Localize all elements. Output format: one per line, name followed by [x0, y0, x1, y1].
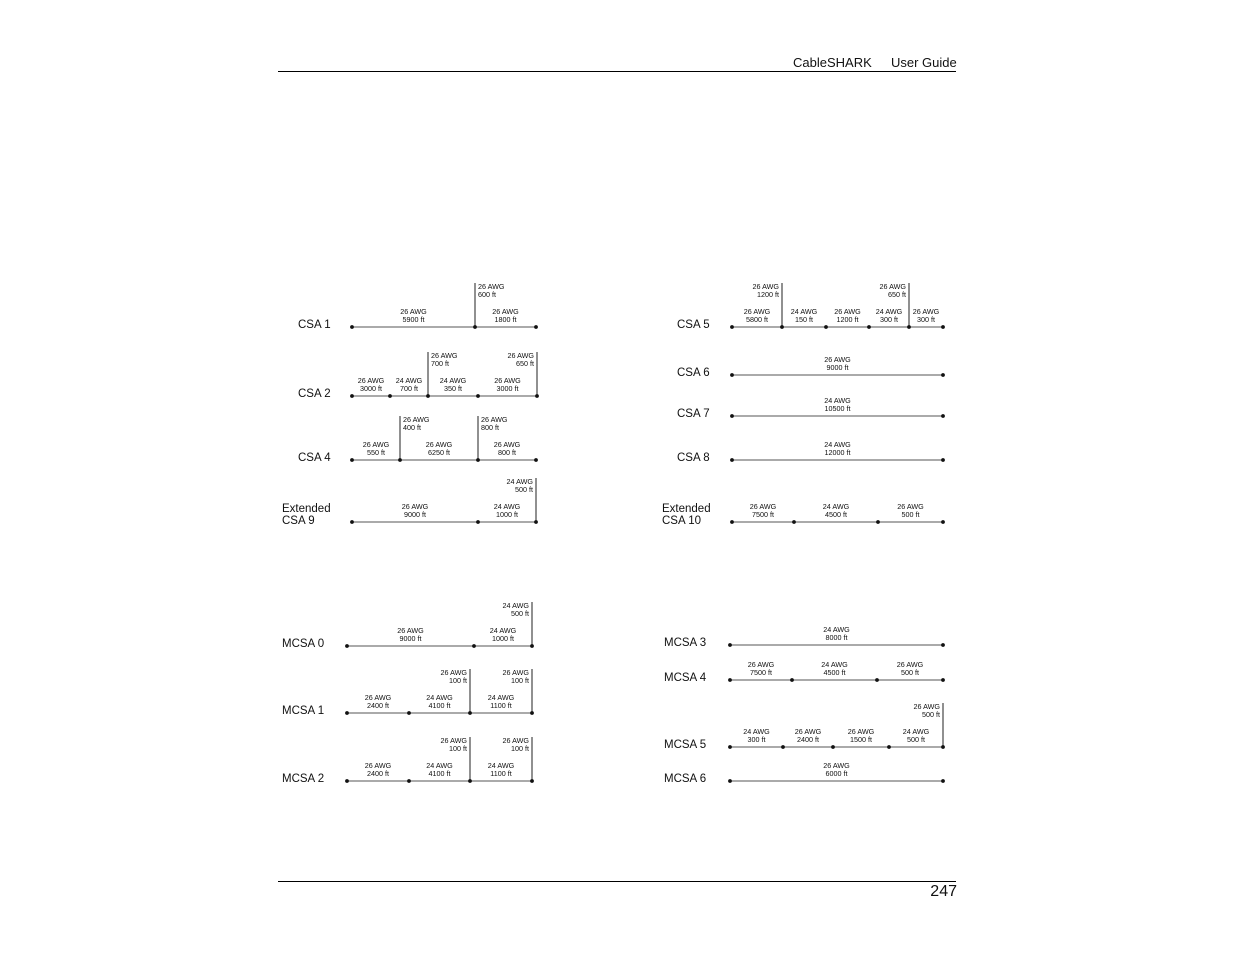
header-doc-title: User Guide [891, 55, 957, 70]
csa-4-node [534, 458, 538, 462]
mcsa-1-node [407, 711, 411, 715]
csa-4-segment-length: 550 ft [367, 448, 385, 457]
extended-csa-10-segment-length: 500 ft [901, 510, 920, 519]
mcsa-4-segment-length: 7500 ft [750, 668, 772, 677]
csa-2-segment-length: 700 ft [400, 384, 418, 393]
mcsa-2-segment-length: 4100 ft [428, 769, 451, 778]
extended-csa-9-node [534, 520, 538, 524]
csa-4-node [350, 458, 354, 462]
mcsa-5-segment-gauge: 24 AWG [743, 727, 770, 736]
extended-csa-10-label-line-1: Extended [662, 503, 711, 515]
page-number: 247 [930, 883, 957, 900]
csa-5-node [730, 325, 734, 329]
csa-4-label: CSA 4 [298, 452, 331, 464]
extended-csa-10-segment-gauge: 24 AWG [822, 502, 850, 511]
csa-2-segment-gauge: 24 AWG [439, 376, 467, 385]
mcsa-6-label: MCSA 6 [664, 773, 707, 785]
extended-csa-9-label-line-2: CSA 9 [282, 515, 315, 527]
mcsa-1-tap-length: 100 ft [449, 676, 467, 685]
csa-4-tap-length: 800 ft [481, 423, 499, 432]
mcsa-2-segment-gauge: 26 AWG [364, 761, 392, 770]
csa-4-segment-gauge: 26 AWG [425, 440, 453, 449]
mcsa-4-segment-gauge: 24 AWG [821, 660, 848, 669]
csa-2-segment-length: 3000 ft [360, 384, 382, 393]
csa-4-node [398, 458, 402, 462]
csa-6-node [941, 373, 945, 377]
csa-7-node [941, 414, 945, 418]
mcsa-6-segment-gauge: 26 AWG [823, 761, 850, 770]
csa-6-node [730, 373, 734, 377]
mcsa-4-node [728, 678, 732, 682]
csa-5-segment-gauge: 26 AWG [912, 307, 940, 316]
csa-2-node [350, 394, 354, 398]
mcsa-1-tap-length: 100 ft [511, 676, 529, 685]
csa-6-segment-gauge: 26 AWG [824, 355, 851, 364]
mcsa-0-node [472, 644, 476, 648]
mcsa-1-tap-gauge: 26 AWG [440, 668, 467, 677]
csa-8-segment-gauge: 24 AWG [824, 440, 851, 449]
mcsa-2-tap-gauge: 26 AWG [440, 736, 467, 745]
csa-8-node [941, 458, 945, 462]
csa-5-segment-gauge: 26 AWG [743, 307, 771, 316]
mcsa-2-node [407, 779, 411, 783]
csa-1-node [534, 325, 538, 329]
csa-1-label: CSA 1 [298, 319, 331, 331]
csa-1-tap-length: 600 ft [478, 290, 496, 299]
mcsa-6-node [941, 779, 945, 783]
csa-4-tap-gauge: 26 AWG [481, 415, 508, 424]
csa-1-segment-gauge: 26 AWG [492, 307, 519, 316]
csa-2-tap-length: 700 ft [431, 359, 449, 368]
mcsa-0-segment-gauge: 24 AWG [489, 626, 517, 635]
mcsa-0-label: MCSA 0 [282, 638, 325, 650]
extended-csa-10-node [941, 520, 945, 524]
footer-rule [278, 881, 956, 882]
csa-1-tap-gauge: 26 AWG [478, 282, 505, 291]
mcsa-2-segment-length: 2400 ft [367, 769, 389, 778]
csa-4-tap-length: 400 ft [403, 423, 421, 432]
mcsa-0-tap-length: 500 ft [511, 609, 529, 618]
mcsa-4-node [941, 678, 945, 682]
mcsa-5-segment-length: 500 ft [907, 735, 925, 744]
extended-csa-9-node [476, 520, 480, 524]
mcsa-0-tap-gauge: 24 AWG [502, 601, 529, 610]
mcsa-2-label: MCSA 2 [282, 773, 325, 785]
mcsa-4-label: MCSA 4 [664, 672, 707, 684]
mcsa-5-tap-gauge: 26 AWG [913, 702, 940, 711]
csa-4-node [476, 458, 480, 462]
csa-2-label: CSA 2 [298, 388, 331, 400]
extended-csa-10-segment-gauge: 26 AWG [749, 502, 777, 511]
csa-5-segment-length: 300 ft [880, 315, 898, 324]
csa-5-tap-gauge: 26 AWG [879, 282, 906, 291]
extended-csa-9-tap-gauge: 24 AWG [506, 477, 533, 486]
mcsa-3-node [941, 643, 945, 647]
extended-csa-10-label-line-2: CSA 10 [662, 515, 701, 527]
mcsa-5-node [728, 745, 732, 749]
csa-4-segment-gauge: 26 AWG [493, 440, 521, 449]
csa-5-node [867, 325, 871, 329]
mcsa-3-node [728, 643, 732, 647]
extended-csa-10-node [792, 520, 796, 524]
mcsa-2-segment-gauge: 24 AWG [487, 761, 515, 770]
extended-csa-9-segment-length: 9000 ft [404, 510, 426, 519]
csa-2-tap-length: 650 ft [516, 359, 534, 368]
mcsa-2-tap-length: 100 ft [511, 744, 529, 753]
mcsa-2-node [530, 779, 534, 783]
csa-2-tap-gauge: 26 AWG [507, 351, 534, 360]
csa-5-segment-length: 1200 ft [836, 315, 859, 324]
extended-csa-9-segment-gauge: 24 AWG [493, 502, 521, 511]
mcsa-1-segment-gauge: 26 AWG [364, 693, 392, 702]
csa-4-segment-length: 800 ft [498, 448, 516, 457]
csa-8-segment-length: 12000 ft [824, 448, 851, 457]
mcsa-0-segment-gauge: 26 AWG [397, 626, 424, 635]
mcsa-1-segment-gauge: 24 AWG [487, 693, 515, 702]
extended-csa-10-segment-length: 4500 ft [825, 510, 847, 519]
mcsa-2-node [345, 779, 349, 783]
csa-5-label: CSA 5 [677, 319, 710, 331]
csa-5-segment-gauge: 26 AWG [834, 307, 861, 316]
csa-1-node [473, 325, 477, 329]
csa-5-segment-length: 300 ft [917, 315, 935, 324]
mcsa-1-tap-gauge: 26 AWG [502, 668, 529, 677]
csa-5-tap-length: 1200 ft [757, 290, 779, 299]
csa-4-segment-gauge: 26 AWG [362, 440, 390, 449]
mcsa-6-segment-length: 6000 ft [825, 769, 848, 778]
csa-5-segment-gauge: 24 AWG [790, 307, 818, 316]
csa-5-node [907, 325, 911, 329]
mcsa-3-segment-length: 8000 ft [825, 633, 848, 642]
csa-2-segment-gauge: 26 AWG [357, 376, 385, 385]
mcsa-1-segment-length: 1100 ft [490, 701, 512, 710]
csa-2-segment-length: 3000 ft [496, 384, 519, 393]
extended-csa-9-segment-length: 1000 ft [496, 510, 518, 519]
mcsa-4-segment-gauge: 26 AWG [747, 660, 775, 669]
mcsa-4-segment-length: 500 ft [901, 668, 919, 677]
mcsa-0-node [345, 644, 349, 648]
extended-csa-9-segment-gauge: 26 AWG [401, 502, 429, 511]
mcsa-5-node [941, 745, 945, 749]
extended-csa-9-label-line-1: Extended [282, 503, 331, 515]
mcsa-2-tap-length: 100 ft [449, 744, 467, 753]
csa-5-segment-gauge: 24 AWG [875, 307, 903, 316]
csa-6-label: CSA 6 [677, 367, 710, 379]
csa-7-segment-length: 10500 ft [824, 404, 851, 413]
csa-1-segment-length: 1800 ft [494, 315, 517, 324]
mcsa-1-node [345, 711, 349, 715]
mcsa-1-segment-gauge: 24 AWG [426, 693, 453, 702]
extended-csa-9-tap-length: 500 ft [515, 485, 533, 494]
csa-7-label: CSA 7 [677, 408, 710, 420]
csa-5-segment-length: 5800 ft [746, 315, 768, 324]
csa-4-segment-length: 6250 ft [428, 448, 450, 457]
csa-5-node [780, 325, 784, 329]
mcsa-5-node [831, 745, 835, 749]
csa-5-segment-length: 150 ft [795, 315, 813, 324]
extended-csa-9-node [350, 520, 354, 524]
mcsa-5-segment-gauge: 26 AWG [794, 727, 822, 736]
mcsa-4-segment-length: 4500 ft [823, 668, 846, 677]
csa-2-segment-gauge: 24 AWG [395, 376, 423, 385]
mcsa-6-node [728, 779, 732, 783]
csa-2-node [535, 394, 539, 398]
csa-1-segment-gauge: 26 AWG [400, 307, 427, 316]
extended-csa-10-segment-length: 7500 ft [752, 510, 774, 519]
mcsa-4-node [875, 678, 879, 682]
csa-2-node [388, 394, 392, 398]
csa-2-segment-gauge: 26 AWG [494, 376, 521, 385]
csa-2-node [426, 394, 430, 398]
extended-csa-10-segment-gauge: 26 AWG [897, 502, 924, 511]
csa-8-node [730, 458, 734, 462]
mcsa-3-segment-gauge: 24 AWG [823, 625, 850, 634]
mcsa-0-node [530, 644, 534, 648]
csa-2-segment-length: 350 ft [444, 384, 462, 393]
extended-csa-10-node [730, 520, 734, 524]
mcsa-2-segment-length: 1100 ft [490, 769, 512, 778]
csa-8-label: CSA 8 [677, 452, 710, 464]
mcsa-2-segment-gauge: 24 AWG [426, 761, 453, 770]
mcsa-2-tap-gauge: 26 AWG [502, 736, 529, 745]
mcsa-1-segment-length: 2400 ft [367, 701, 389, 710]
csa-5-tap-length: 650 ft [888, 290, 906, 299]
mcsa-5-segment-length: 300 ft [747, 735, 766, 744]
mcsa-0-segment-length: 9000 ft [399, 634, 422, 643]
mcsa-1-node [530, 711, 534, 715]
csa-7-node [730, 414, 734, 418]
csa-5-node [941, 325, 945, 329]
mcsa-3-label: MCSA 3 [664, 637, 707, 649]
mcsa-5-label: MCSA 5 [664, 739, 707, 751]
mcsa-4-segment-gauge: 26 AWG [896, 660, 924, 669]
csa-7-segment-gauge: 24 AWG [824, 396, 851, 405]
mcsa-5-node [887, 745, 891, 749]
mcsa-1-node [468, 711, 472, 715]
mcsa-5-segment-length: 2400 ft [797, 735, 819, 744]
mcsa-5-segment-gauge: 26 AWG [847, 727, 875, 736]
extended-csa-10-node [876, 520, 880, 524]
mcsa-4-node [790, 678, 794, 682]
csa-6-segment-length: 9000 ft [826, 363, 849, 372]
mcsa-1-label: MCSA 1 [282, 705, 325, 717]
mcsa-5-segment-gauge: 24 AWG [902, 727, 930, 736]
mcsa-2-node [468, 779, 472, 783]
csa-5-node [824, 325, 828, 329]
mcsa-5-node [781, 745, 785, 749]
mcsa-0-segment-length: 1000 ft [492, 634, 514, 643]
csa-1-node [350, 325, 354, 329]
mcsa-5-tap-length: 500 ft [922, 710, 940, 719]
csa-5-tap-gauge: 26 AWG [752, 282, 779, 291]
mcsa-1-segment-length: 4100 ft [428, 701, 451, 710]
csa-2-node [476, 394, 480, 398]
csa-4-tap-gauge: 26 AWG [403, 415, 430, 424]
csa-2-tap-gauge: 26 AWG [431, 351, 458, 360]
mcsa-5-segment-length: 1500 ft [850, 735, 872, 744]
header-product: CableSHARK [793, 55, 872, 70]
csa-1-segment-length: 5900 ft [402, 315, 425, 324]
